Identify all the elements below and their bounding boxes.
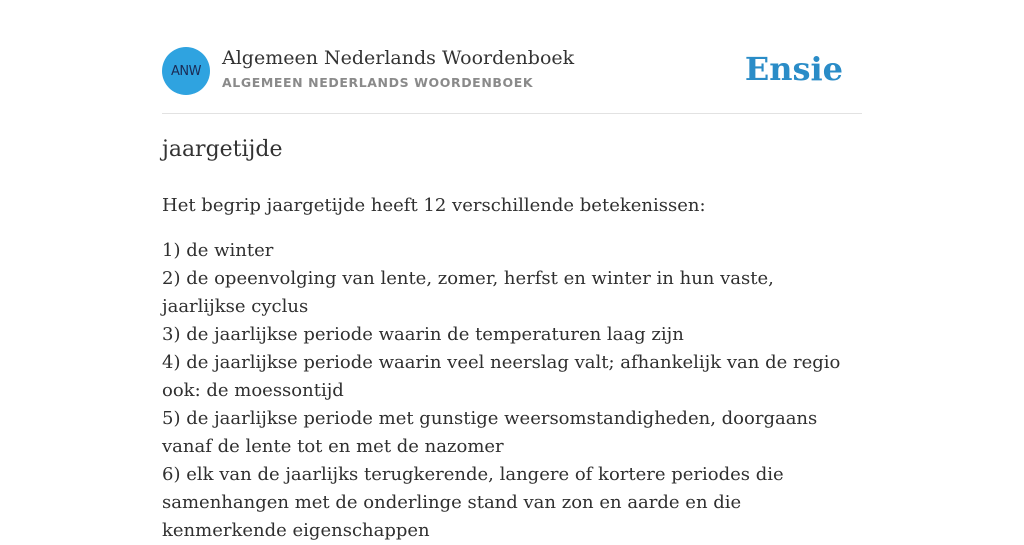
entry-term: jaargetijde bbox=[162, 137, 283, 162]
meanings-list bbox=[162, 237, 862, 545]
entry-intro: Het begrip jaargetijde heeft 12 verschillende betekenissen: bbox=[162, 195, 706, 216]
meaning-item: 2) de opeenvolging van lente, zomer, herfst en winter in hun vaste, jaarlijkse cyclus bbox=[162, 268, 774, 317]
meaning-item: 4) de jaarlijkse periode waarin veel neerslag valt; afhankelijk van de regio ook: de moessontijd bbox=[162, 352, 841, 401]
meaning-item: 1) de winter bbox=[162, 240, 274, 261]
meaning-item: 5) de jaarlijkse periode met gunstige weersomstandigheden, doorgaans vanaf de lente tot en met de nazomer bbox=[162, 408, 818, 457]
header-divider bbox=[162, 113, 862, 114]
meaning-item: 3) de jaarlijkse periode waarin de temperaturen laag zijn bbox=[162, 324, 684, 345]
logo-text: ANW bbox=[171, 63, 201, 79]
dictionary-title[interactable]: Algemeen Nederlands Woordenboek bbox=[222, 47, 575, 69]
ensie-brand-logo[interactable]: Ensie bbox=[744, 50, 843, 88]
anw-logo[interactable] bbox=[162, 47, 210, 95]
dictionary-header bbox=[162, 46, 862, 96]
meaning-item: 6) elk van de jaarlijks terugkerende, langere of kortere periodes die samenhangen met de onderlinge stand van zon en aarde en die kenmerkende eigenschappen bbox=[162, 464, 784, 541]
dictionary-subtitle: ALGEMEEN NEDERLANDS WOORDENBOEK bbox=[222, 75, 534, 90]
